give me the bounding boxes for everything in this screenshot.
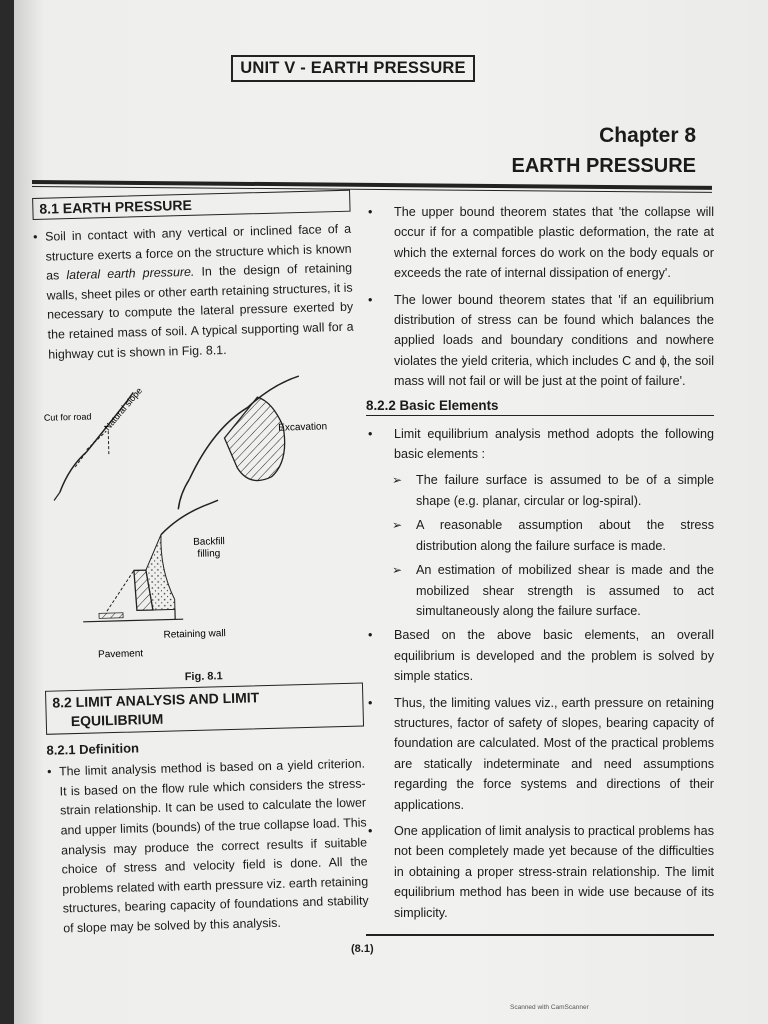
practical-application-bullet: • One application of limit analysis to practical problems has not been completely made yet because of the difficulties in obtaining a proper stress-strain relationship. The limit equilibrium method has been in wide use because of its simplicity. (368, 823, 714, 920)
retaining-wall-diagram (37, 365, 363, 673)
chapter-title: EARTH PRESSURE (511, 155, 696, 177)
section-8-2-1-paragraph: • The limit analysis method is based on a yield criterion. It is based on the flow rule which considers the stress-strain relationship. It can be used to calculate the lower and upper limits (bounds) of the true collapse load. This analysis may produce the correct results if suitable choice of stress and velocity field is done. All the problems related with earth pressure viz. earth retaining structures, bearing capacity of foundations and stability of slope may be solved by this analysis. (46, 756, 369, 936)
arrow-bullet-icon: ➢ (392, 518, 403, 533)
element-failure-surface: ➢ The failure surface is assumed to be of a simple shape (e.g. planar, circular or log-spiral). (366, 470, 714, 511)
figure-8-1 (37, 365, 363, 673)
section-8-2-2-heading: 8.2.2 Basic Elements (366, 398, 714, 416)
element-mobilized-shear: ➢ An estimation of mobilized shear is made and the mobilized shear strength is assumed to act simultaneously along the failure surface. (366, 560, 714, 621)
section-8-1-heading: 8.1 EARTH PRESSURE (32, 190, 350, 220)
bullet: • (46, 764, 52, 779)
overall-equilibrium-bullet: • Based on the above basic elements, an overall equilibrium is developed and the problem is solved by simple statics. (368, 628, 714, 684)
page (14, 0, 768, 1024)
arrow-bullet-icon: ➢ (392, 563, 403, 578)
section-8-2-heading: 8.2 LIMIT ANALYSIS AND LIMIT EQUILIBRIUM (45, 683, 364, 735)
element-stress-distribution: ➢ A reasonable assumption about the stress distribution along the failure surface is made. (366, 515, 714, 556)
bullet: • (32, 229, 38, 244)
section-8-2-1-heading: 8.2.1 Definition (46, 740, 140, 758)
bottom-rule (366, 934, 714, 936)
label-filling: filling (197, 548, 221, 560)
left-column (32, 186, 369, 934)
right-column (366, 202, 714, 929)
label-pavement: Pavement (97, 648, 144, 661)
scanner-watermark: Scanned with CamScanner (510, 1004, 589, 1011)
upper-bound-bullet: • The upper bound theorem states that 'the collapse will occur if for a compatible plastic deformation, the rate at which the external forces do work on the body equals or exceeds the rate of internal dissipation of energy'. (368, 205, 714, 281)
label-retaining-wall: Retaining wall (163, 628, 226, 641)
label-natural-slope: Natural slope (102, 385, 145, 433)
section-8-1-paragraph: • Soil in contact with any vertical or inclined face of a structure exerts a force on the structure which is known as lateral earth pressure. In the design of retaining walls, sheet piles or other earth retaining structures, it is necessary to compute the lateral pressure exerted by the retained mass of soil. A typical supporting wall for a highway cut is shown in Fig. 8.1. (32, 221, 354, 362)
label-cut-for-road: Cut for road (43, 411, 92, 423)
label-excavation: Excavation (278, 421, 328, 434)
figure-caption: Fig. 8.1 (184, 670, 223, 684)
limiting-values-bullet: • Thus, the limiting values viz., earth pressure on retaining structures, factor of safety of slopes, bearing capacity of foundation are calculated. Most of the practical problems are statically indeterminate and need assumptions regarding the force systems and directions of their applications. (368, 695, 714, 812)
label-backfill: Backfill (193, 536, 225, 549)
unit-title: UNIT V - EARTH PRESSURE (231, 55, 475, 82)
chapter-number: Chapter 8 (599, 124, 696, 147)
page-number: (8.1) (351, 943, 374, 955)
lower-bound-bullet: • The lower bound theorem states that 'if an equilibrium distribution of stress can be found which balances the applied loads and boundary conditions and nowhere violates the yield criteria, which includes C and ϕ, the soil mass will not fail or will be just at the point of failure'. (368, 292, 714, 389)
arrow-bullet-icon: ➢ (392, 473, 403, 488)
basic-elements-bullet: • Limit equilibrium analysis method adopts the following basic elements : (368, 426, 714, 462)
